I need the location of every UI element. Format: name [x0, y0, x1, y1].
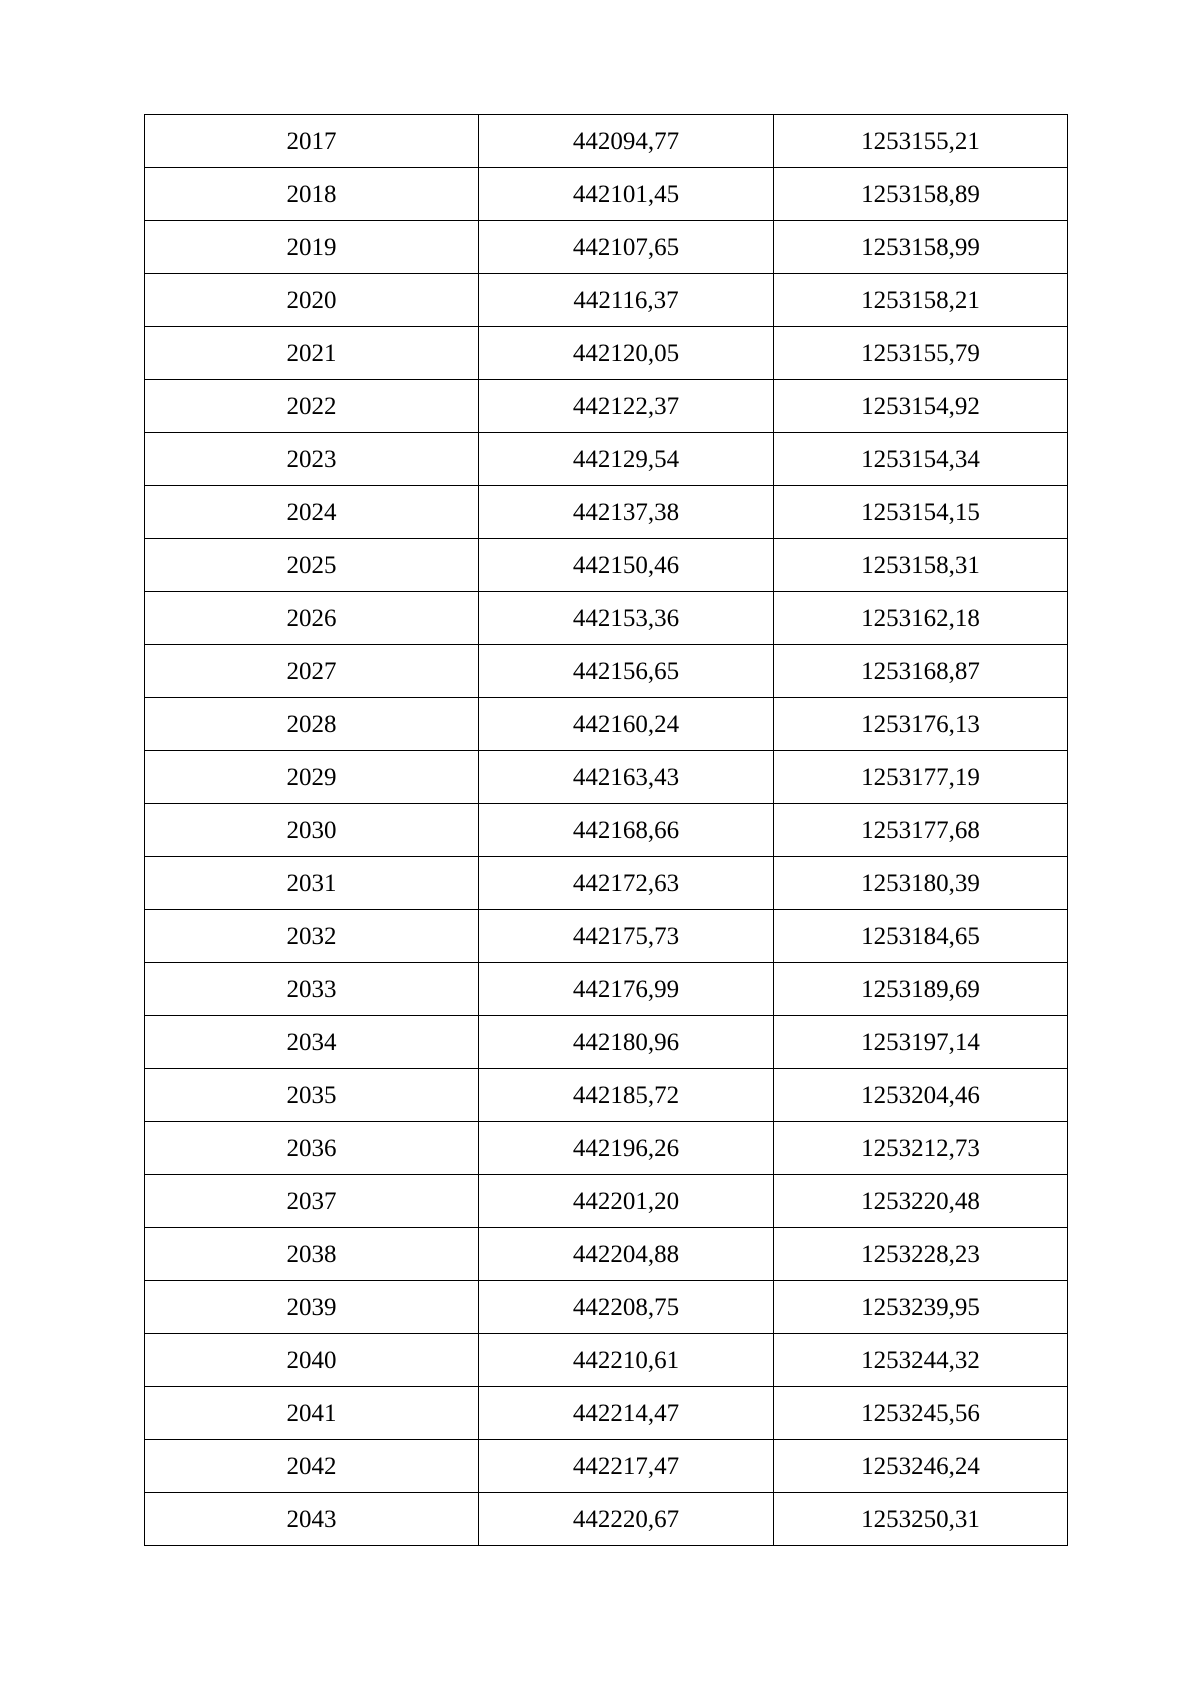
point-number-cell: 2017 [145, 115, 479, 168]
table-row [145, 910, 1068, 963]
coordinates-table [144, 114, 1068, 1546]
y-coordinate-cell: 1253250,31 [774, 1493, 1068, 1546]
x-coordinate-cell: 442122,37 [479, 380, 774, 433]
y-coordinate-cell: 1253154,92 [774, 380, 1068, 433]
table-row [145, 486, 1068, 539]
point-number-cell: 2024 [145, 486, 479, 539]
x-coordinate-cell: 442176,99 [479, 963, 774, 1016]
x-coordinate-cell: 442156,65 [479, 645, 774, 698]
point-number-cell: 2026 [145, 592, 479, 645]
y-coordinate-cell: 1253158,31 [774, 539, 1068, 592]
table-row [145, 1175, 1068, 1228]
x-coordinate-cell: 442120,05 [479, 327, 774, 380]
y-coordinate-cell: 1253245,56 [774, 1387, 1068, 1440]
x-coordinate-cell: 442217,47 [479, 1440, 774, 1493]
point-number-cell: 2039 [145, 1281, 479, 1334]
y-coordinate-cell: 1253154,34 [774, 433, 1068, 486]
point-number-cell: 2022 [145, 380, 479, 433]
table-row [145, 1281, 1068, 1334]
y-coordinate-cell: 1253158,99 [774, 221, 1068, 274]
x-coordinate-cell: 442220,67 [479, 1493, 774, 1546]
x-coordinate-cell: 442210,61 [479, 1334, 774, 1387]
point-number-cell: 2041 [145, 1387, 479, 1440]
y-coordinate-cell: 1253220,48 [774, 1175, 1068, 1228]
y-coordinate-cell: 1253158,89 [774, 168, 1068, 221]
point-number-cell: 2031 [145, 857, 479, 910]
table-row [145, 751, 1068, 804]
x-coordinate-cell: 442129,54 [479, 433, 774, 486]
table-row [145, 645, 1068, 698]
x-coordinate-cell: 442160,24 [479, 698, 774, 751]
table-row [145, 539, 1068, 592]
x-coordinate-cell: 442094,77 [479, 115, 774, 168]
y-coordinate-cell: 1253162,18 [774, 592, 1068, 645]
y-coordinate-cell: 1253197,14 [774, 1016, 1068, 1069]
point-number-cell: 2035 [145, 1069, 479, 1122]
point-number-cell: 2036 [145, 1122, 479, 1175]
point-number-cell: 2027 [145, 645, 479, 698]
point-number-cell: 2025 [145, 539, 479, 592]
table-row [145, 221, 1068, 274]
x-coordinate-cell: 442150,46 [479, 539, 774, 592]
x-coordinate-cell: 442107,65 [479, 221, 774, 274]
table-row [145, 1440, 1068, 1493]
y-coordinate-cell: 1253180,39 [774, 857, 1068, 910]
x-coordinate-cell: 442201,20 [479, 1175, 774, 1228]
x-coordinate-cell: 442163,43 [479, 751, 774, 804]
x-coordinate-cell: 442172,63 [479, 857, 774, 910]
x-coordinate-cell: 442204,88 [479, 1228, 774, 1281]
point-number-cell: 2032 [145, 910, 479, 963]
table-row [145, 115, 1068, 168]
y-coordinate-cell: 1253244,32 [774, 1334, 1068, 1387]
point-number-cell: 2034 [145, 1016, 479, 1069]
y-coordinate-cell: 1253158,21 [774, 274, 1068, 327]
y-coordinate-cell: 1253228,23 [774, 1228, 1068, 1281]
table-row [145, 380, 1068, 433]
point-number-cell: 2038 [145, 1228, 479, 1281]
point-number-cell: 2033 [145, 963, 479, 1016]
point-number-cell: 2029 [145, 751, 479, 804]
y-coordinate-cell: 1253177,19 [774, 751, 1068, 804]
y-coordinate-cell: 1253204,46 [774, 1069, 1068, 1122]
point-number-cell: 2023 [145, 433, 479, 486]
x-coordinate-cell: 442168,66 [479, 804, 774, 857]
y-coordinate-cell: 1253246,24 [774, 1440, 1068, 1493]
x-coordinate-cell: 442153,36 [479, 592, 774, 645]
y-coordinate-cell: 1253168,87 [774, 645, 1068, 698]
y-coordinate-cell: 1253189,69 [774, 963, 1068, 1016]
x-coordinate-cell: 442214,47 [479, 1387, 774, 1440]
y-coordinate-cell: 1253177,68 [774, 804, 1068, 857]
table-row [145, 1122, 1068, 1175]
x-coordinate-cell: 442196,26 [479, 1122, 774, 1175]
table-row [145, 327, 1068, 380]
x-coordinate-cell: 442101,45 [479, 168, 774, 221]
y-coordinate-cell: 1253155,21 [774, 115, 1068, 168]
x-coordinate-cell: 442185,72 [479, 1069, 774, 1122]
table-row [145, 1387, 1068, 1440]
table-row [145, 963, 1068, 1016]
y-coordinate-cell: 1253154,15 [774, 486, 1068, 539]
table-row [145, 1493, 1068, 1546]
point-number-cell: 2020 [145, 274, 479, 327]
y-coordinate-cell: 1253155,79 [774, 327, 1068, 380]
table-row [145, 1228, 1068, 1281]
y-coordinate-cell: 1253184,65 [774, 910, 1068, 963]
table-row [145, 592, 1068, 645]
point-number-cell: 2021 [145, 327, 479, 380]
point-number-cell: 2030 [145, 804, 479, 857]
y-coordinate-cell: 1253212,73 [774, 1122, 1068, 1175]
table-row [145, 433, 1068, 486]
table-row [145, 274, 1068, 327]
x-coordinate-cell: 442208,75 [479, 1281, 774, 1334]
table-row [145, 168, 1068, 221]
table-row [145, 1334, 1068, 1387]
point-number-cell: 2040 [145, 1334, 479, 1387]
x-coordinate-cell: 442116,37 [479, 274, 774, 327]
point-number-cell: 2018 [145, 168, 479, 221]
y-coordinate-cell: 1253176,13 [774, 698, 1068, 751]
y-coordinate-cell: 1253239,95 [774, 1281, 1068, 1334]
point-number-cell: 2043 [145, 1493, 479, 1546]
table-row [145, 1016, 1068, 1069]
table-row [145, 1069, 1068, 1122]
point-number-cell: 2028 [145, 698, 479, 751]
x-coordinate-cell: 442180,96 [479, 1016, 774, 1069]
coordinates-table-body [145, 115, 1068, 1546]
point-number-cell: 2042 [145, 1440, 479, 1493]
point-number-cell: 2019 [145, 221, 479, 274]
table-row [145, 698, 1068, 751]
x-coordinate-cell: 442137,38 [479, 486, 774, 539]
table-row [145, 804, 1068, 857]
point-number-cell: 2037 [145, 1175, 479, 1228]
x-coordinate-cell: 442175,73 [479, 910, 774, 963]
table-row [145, 857, 1068, 910]
